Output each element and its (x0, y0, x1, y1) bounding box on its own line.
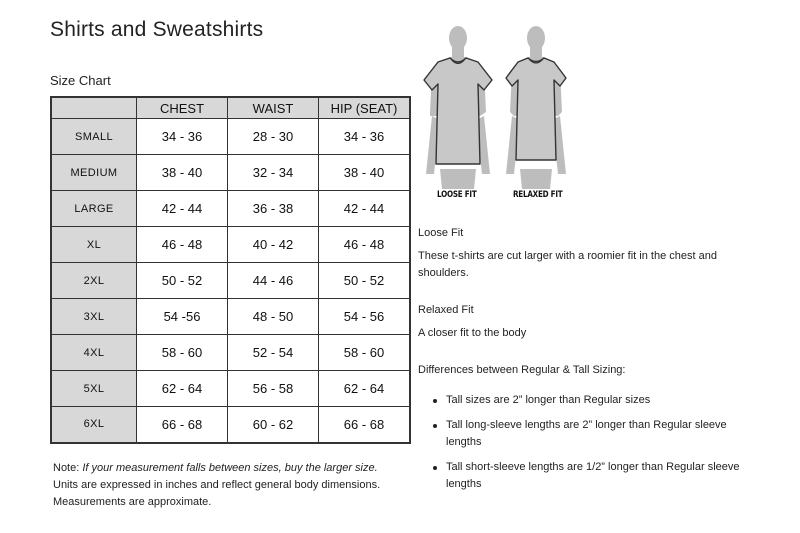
hip-value: 38 - 40 (319, 155, 411, 191)
table-row (51, 155, 410, 191)
waist-value: 40 - 42 (228, 227, 319, 263)
chest-value: 66 - 68 (137, 407, 228, 443)
size-label: 3XL (51, 299, 137, 335)
table-row (51, 371, 410, 407)
relaxed-fit-text: A closer fit to the body (418, 327, 527, 339)
relaxed-fit-label: RELAXED FIT (513, 190, 563, 200)
note-italic: If your measurement falls between sizes, buy the larger size. (82, 462, 378, 474)
loose-fit-figure (424, 26, 492, 189)
hip-value: 66 - 68 (319, 407, 411, 443)
table-row (51, 263, 410, 299)
hip-value: 58 - 60 (319, 335, 411, 371)
chest-value: 38 - 40 (137, 155, 228, 191)
size-chart-table (50, 96, 411, 444)
chest-value: 54 -56 (137, 299, 228, 335)
list-item: Tall long-sleeve lengths are 2” longer than Regular sleeve lengths (418, 417, 763, 451)
list-item: Tall short-sleeve lengths are 1/2” longer than Regular sleeve lengths (418, 459, 763, 493)
hip-value: 54 - 56 (319, 299, 411, 335)
note-line-2: Units are expressed in inches and reflect general body dimensions. (53, 479, 381, 491)
table-row (51, 191, 410, 227)
differences-list (418, 392, 763, 501)
size-label: MEDIUM (51, 155, 137, 191)
hip-value: 42 - 44 (319, 191, 411, 227)
chest-value: 58 - 60 (137, 335, 228, 371)
loose-fit-label: LOOSE FIT (437, 190, 477, 200)
column-header-waist: WAIST (228, 97, 319, 119)
relaxed-fit-heading: Relaxed Fit (418, 304, 474, 316)
fit-figures (412, 24, 582, 194)
table-row (51, 299, 410, 335)
chest-value: 50 - 52 (137, 263, 228, 299)
page-title: Shirts and Sweatshirts (50, 18, 264, 41)
waist-value: 36 - 38 (228, 191, 319, 227)
table-row (51, 335, 410, 371)
loose-fit-text: These t-shirts are cut larger with a roomier fit in the chest and shoulders. (418, 250, 717, 279)
hip-value: 62 - 64 (319, 371, 411, 407)
chest-value: 34 - 36 (137, 119, 228, 155)
size-label: 4XL (51, 335, 137, 371)
size-label: 5XL (51, 371, 137, 407)
table-row (51, 407, 410, 443)
waist-value: 28 - 30 (228, 119, 319, 155)
hip-value: 46 - 48 (319, 227, 411, 263)
size-label: LARGE (51, 191, 137, 227)
size-label: 2XL (51, 263, 137, 299)
hip-value: 50 - 52 (319, 263, 411, 299)
relaxed-fit-figure (506, 26, 566, 189)
size-label: 6XL (51, 407, 137, 443)
waist-value: 44 - 46 (228, 263, 319, 299)
column-header-hip: HIP (SEAT) (319, 97, 411, 119)
size-note (53, 460, 403, 511)
waist-value: 48 - 50 (228, 299, 319, 335)
size-chart-title: Size Chart (50, 73, 111, 88)
waist-value: 52 - 54 (228, 335, 319, 371)
column-header-chest: CHEST (137, 97, 228, 119)
waist-value: 60 - 62 (228, 407, 319, 443)
note-line-3: Measurements are approximate. (53, 496, 212, 508)
size-label: XL (51, 227, 137, 263)
waist-value: 32 - 34 (228, 155, 319, 191)
chest-value: 46 - 48 (137, 227, 228, 263)
chest-value: 62 - 64 (137, 371, 228, 407)
table-row (51, 227, 410, 263)
list-item: Tall sizes are 2” longer than Regular sizes (418, 392, 763, 409)
hip-value: 34 - 36 (319, 119, 411, 155)
size-label: SMALL (51, 119, 137, 155)
table-corner-cell (51, 97, 137, 119)
chest-value: 42 - 44 (137, 191, 228, 227)
loose-fit-heading: Loose Fit (418, 227, 464, 239)
waist-value: 56 - 58 (228, 371, 319, 407)
table-header-row (51, 97, 410, 119)
differences-heading: Differences between Regular & Tall Sizing: (418, 364, 626, 376)
table-row (51, 119, 410, 155)
note-label: Note: (53, 462, 80, 474)
